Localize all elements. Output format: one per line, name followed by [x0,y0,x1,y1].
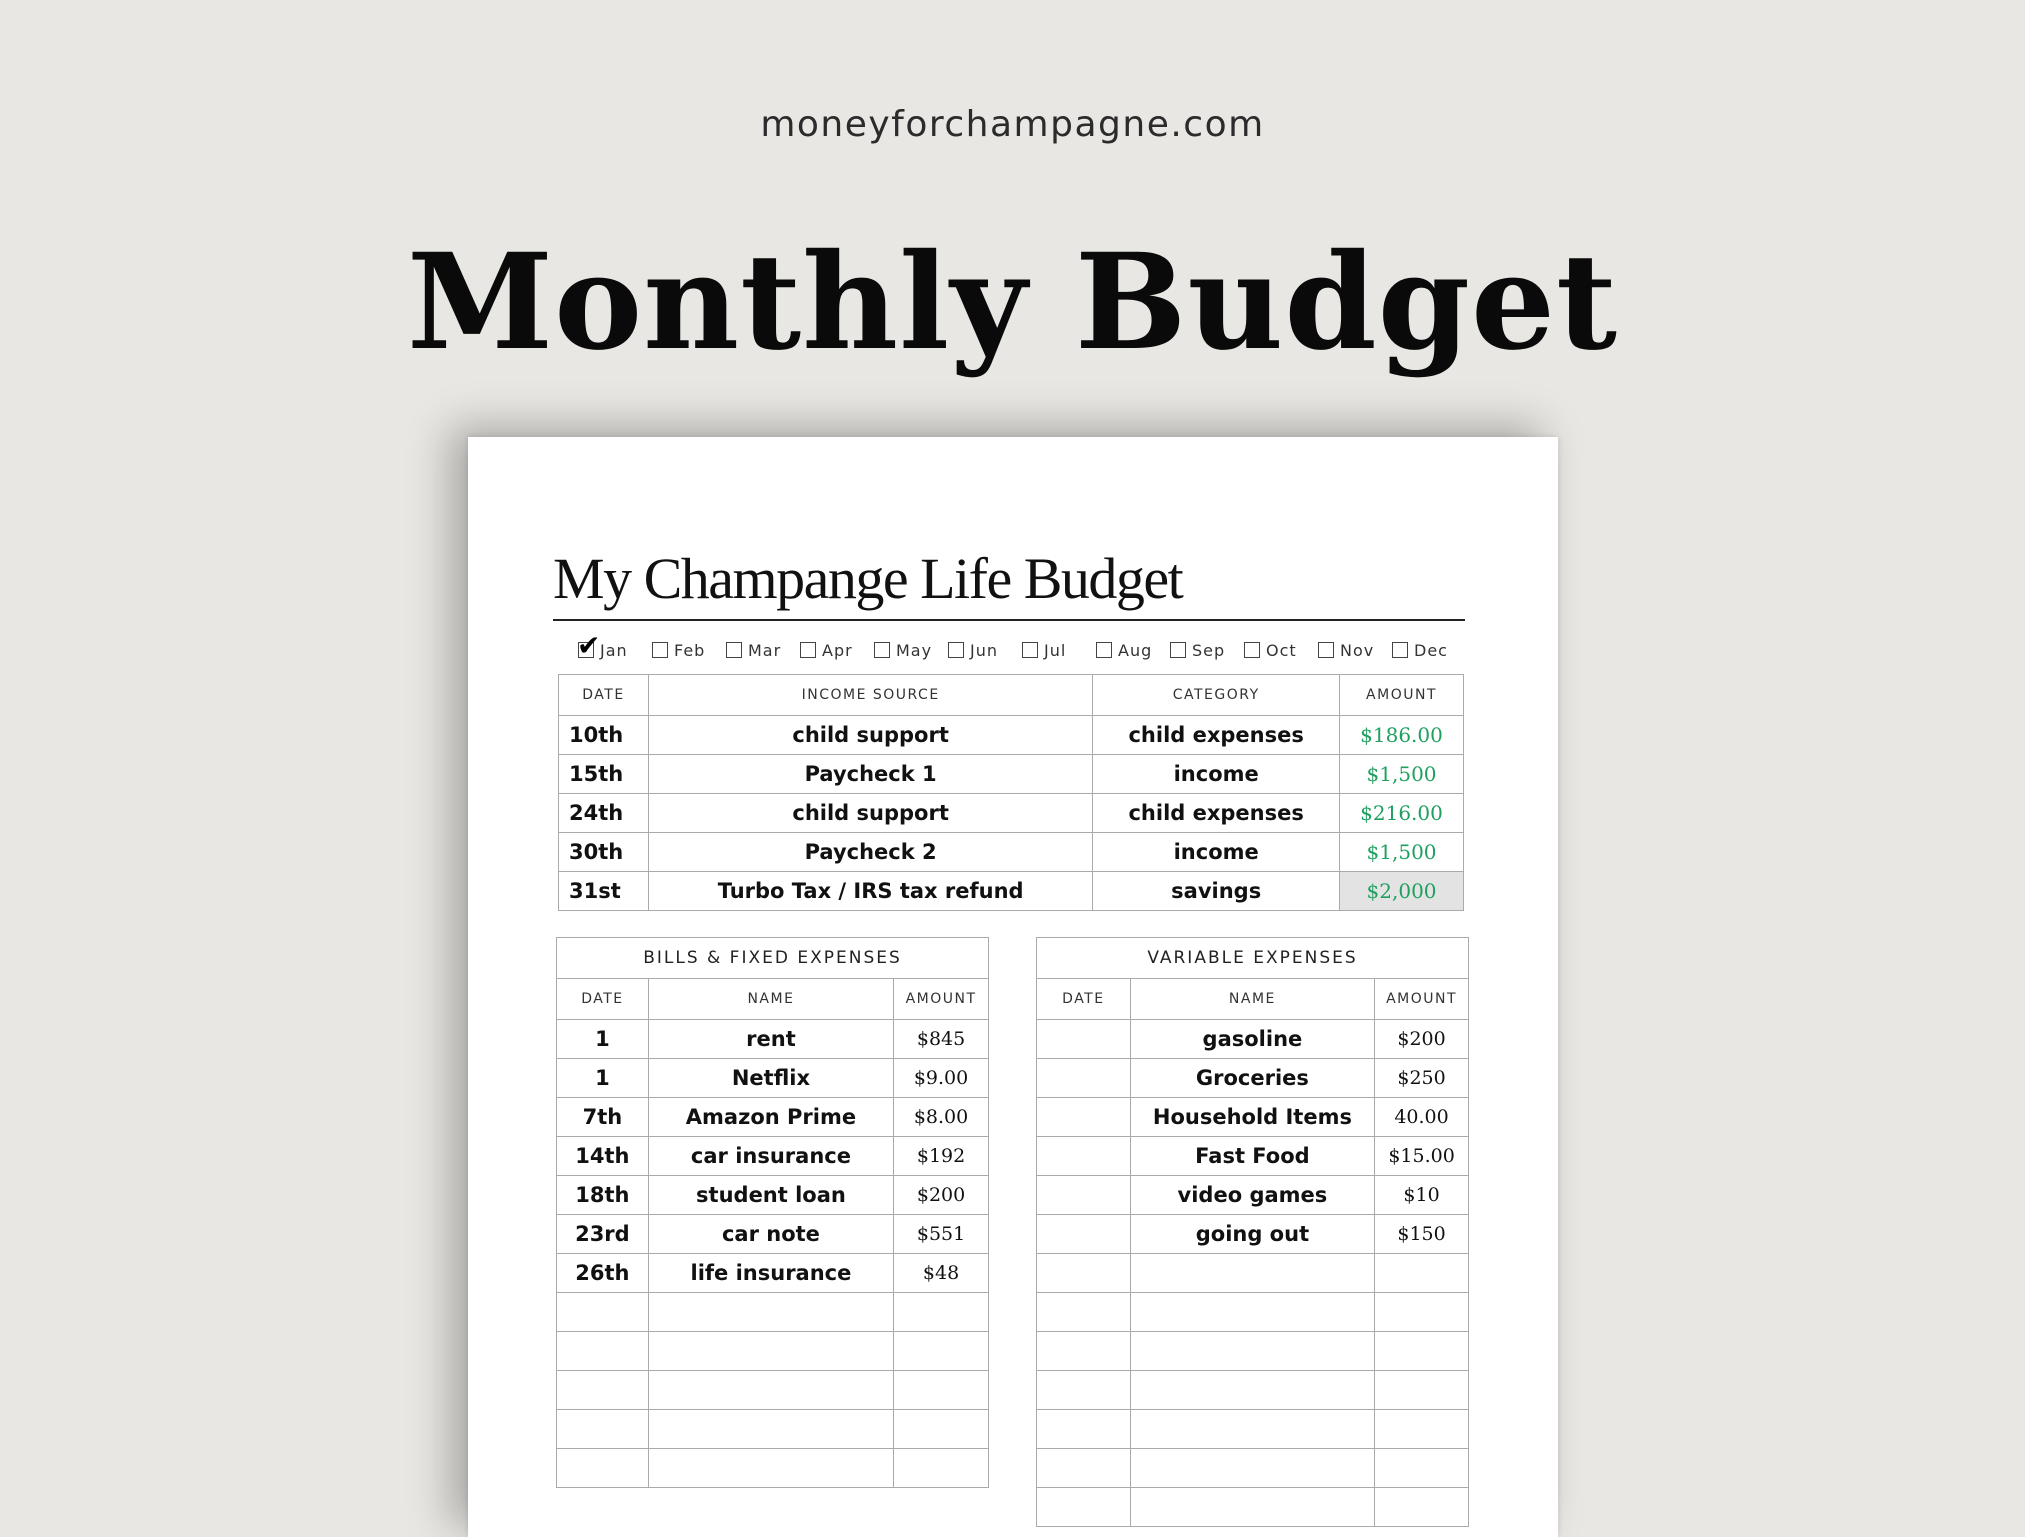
month-option-dec[interactable] [1392,635,1466,665]
month-option-mar[interactable] [726,635,800,665]
amount-cell [894,1371,989,1410]
date-cell [1037,1098,1131,1137]
month-option-oct[interactable] [1244,635,1318,665]
month-label: Aug [1118,640,1153,660]
date-cell [1037,1254,1131,1293]
date-cell: 18th [557,1176,649,1215]
income-source-cell: Paycheck 1 [648,755,1092,794]
date-cell: 31st [559,872,649,911]
headline: Monthly Budget [407,225,1618,380]
column-header: INCOME SOURCE [648,675,1092,716]
name-cell: Household Items [1130,1098,1374,1137]
amount-cell: $150 [1375,1215,1469,1254]
name-cell [648,1332,893,1371]
checkbox[interactable] [726,642,742,658]
amount-cell: $551 [894,1215,989,1254]
column-header: AMOUNT [1340,675,1464,716]
column-header: DATE [1037,979,1131,1020]
name-cell [1130,1449,1374,1488]
month-option-apr[interactable] [800,635,874,665]
table-row [557,1449,989,1488]
name-cell: Fast Food [1130,1137,1374,1176]
name-cell: Groceries [1130,1059,1374,1098]
table-row [557,1020,989,1059]
table-row [557,1371,989,1410]
column-header: DATE [557,979,649,1020]
column-header: NAME [1130,979,1374,1020]
table-row [1037,1332,1469,1371]
table-row [557,1137,989,1176]
name-cell: gasoline [1130,1020,1374,1059]
amount-cell: $200 [1375,1020,1469,1059]
table-row [1037,1410,1469,1449]
checkbox[interactable] [577,629,602,662]
date-cell [557,1410,649,1449]
table-row [557,1215,989,1254]
checkbox[interactable] [1096,642,1112,658]
month-label: May [896,640,933,660]
table-row [557,1059,989,1098]
category-cell: income [1093,833,1340,872]
month-label: Jun [970,640,998,660]
table-row [1037,1449,1469,1488]
month-checklist [577,629,1478,665]
income-source-cell: child support [648,794,1092,833]
income-source-cell: child support [648,716,1092,755]
date-cell [557,1332,649,1371]
table-row [557,1332,989,1371]
amount-cell: $216.00 [1340,794,1464,833]
income-source-cell: Paycheck 2 [648,833,1092,872]
date-cell [1037,1410,1131,1449]
month-label: Feb [674,640,706,660]
date-cell [1037,1332,1131,1371]
name-cell: Amazon Prime [648,1098,893,1137]
column-header: DATE [559,675,649,716]
name-cell [648,1293,893,1332]
category-cell: savings [1093,872,1340,911]
amount-cell [894,1410,989,1449]
name-cell: life insurance [648,1254,893,1293]
date-cell: 1 [557,1020,649,1059]
month-label: Sep [1192,640,1226,660]
date-cell [1037,1215,1131,1254]
date-cell [1037,1059,1131,1098]
name-cell [1130,1293,1374,1332]
table-row [1037,1020,1469,1059]
month-option-feb[interactable] [652,635,726,665]
month-option-jan[interactable] [577,629,652,665]
checkbox[interactable] [1022,642,1038,658]
date-cell [1037,1488,1131,1527]
table-row [1037,1254,1469,1293]
name-cell [1130,1410,1374,1449]
table-row [557,1176,989,1215]
amount-cell: $15.00 [1375,1137,1469,1176]
bills-title: BILLS & FIXED EXPENSES [557,938,989,979]
budget-sheet [468,437,1558,1537]
income-source-cell: Turbo Tax / IRS tax refund [648,872,1092,911]
month-option-aug[interactable] [1096,635,1170,665]
date-cell [1037,1176,1131,1215]
table-row [1037,1293,1469,1332]
amount-cell [1375,1449,1469,1488]
amount-cell [1375,1371,1469,1410]
amount-cell [1375,1254,1469,1293]
date-cell: 24th [559,794,649,833]
column-header: CATEGORY [1093,675,1340,716]
table-row [1037,1176,1469,1215]
table-row [1037,1488,1469,1527]
table-row [559,755,1464,794]
name-cell: student loan [648,1176,893,1215]
name-cell: video games [1130,1176,1374,1215]
month-label: Jan [600,640,628,660]
column-header: AMOUNT [894,979,989,1020]
amount-cell [1375,1293,1469,1332]
amount-cell: $186.00 [1340,716,1464,755]
date-cell [557,1371,649,1410]
checkbox[interactable] [948,642,964,658]
amount-cell: $9.00 [894,1059,989,1098]
column-header: NAME [648,979,893,1020]
date-cell: 7th [557,1098,649,1137]
date-cell: 23rd [557,1215,649,1254]
table-row [1037,1371,1469,1410]
date-cell: 1 [557,1059,649,1098]
month-label: Jul [1044,640,1067,660]
name-cell [1130,1488,1374,1527]
name-cell [648,1449,893,1488]
amount-cell: $10 [1375,1176,1469,1215]
date-cell: 10th [559,716,649,755]
amount-cell: $250 [1375,1059,1469,1098]
amount-cell: $2,000 [1340,872,1464,911]
site-url: moneyforchampagne.com [760,104,1265,145]
amount-cell [894,1449,989,1488]
date-cell: 14th [557,1137,649,1176]
bills-table [556,937,989,1488]
month-option-may[interactable] [874,635,948,665]
amount-cell: $48 [894,1254,989,1293]
table-row [1037,1215,1469,1254]
column-header: AMOUNT [1375,979,1469,1020]
checkbox[interactable] [652,642,668,658]
date-cell [1037,1020,1131,1059]
title-rule [553,619,1465,621]
table-row [557,1410,989,1449]
amount-cell [894,1293,989,1332]
amount-cell [1375,1488,1469,1527]
name-cell: rent [648,1020,893,1059]
amount-cell: $845 [894,1020,989,1059]
table-row [557,1254,989,1293]
checkbox[interactable] [1318,642,1334,658]
amount-cell: $1,500 [1340,755,1464,794]
name-cell: going out [1130,1215,1374,1254]
table-row [1037,1098,1469,1137]
name-cell: Netflix [648,1059,893,1098]
category-cell: income [1093,755,1340,794]
amount-cell: $192 [894,1137,989,1176]
name-cell [1130,1254,1374,1293]
date-cell [1037,1293,1131,1332]
checkbox[interactable] [1244,642,1260,658]
date-cell [1037,1449,1131,1488]
table-row [559,833,1464,872]
category-cell: child expenses [1093,716,1340,755]
date-cell [1037,1137,1131,1176]
date-cell: 26th [557,1254,649,1293]
month-option-nov[interactable] [1318,635,1392,665]
table-row [1037,1137,1469,1176]
table-row [559,716,1464,755]
income-table [558,674,1464,911]
checkbox[interactable] [1170,642,1186,658]
amount-cell [1375,1410,1469,1449]
date-cell: 30th [559,833,649,872]
month-label: Apr [822,640,853,660]
name-cell: car note [648,1215,893,1254]
name-cell [648,1371,893,1410]
date-cell: 15th [559,755,649,794]
category-cell: child expenses [1093,794,1340,833]
table-row [1037,1059,1469,1098]
name-cell [1130,1371,1374,1410]
amount-cell [894,1332,989,1371]
checkmark-icon: ✔ [577,629,602,662]
name-cell [1130,1332,1374,1371]
month-option-sep[interactable] [1170,635,1244,665]
checkbox[interactable] [1392,642,1408,658]
month-label: Mar [748,640,782,660]
date-cell [557,1293,649,1332]
table-row [557,1293,989,1332]
table-row [559,872,1464,911]
month-label: Oct [1266,640,1297,660]
table-row [559,794,1464,833]
checkbox[interactable] [800,642,816,658]
amount-cell [1375,1332,1469,1371]
month-label: Nov [1340,640,1375,660]
amount-cell: $1,500 [1340,833,1464,872]
variable-table [1036,937,1469,1527]
amount-cell: $200 [894,1176,989,1215]
month-option-jul[interactable] [1022,635,1096,665]
name-cell [648,1410,893,1449]
amount-cell: 40.00 [1375,1098,1469,1137]
checkbox[interactable] [874,642,890,658]
month-option-jun[interactable] [948,635,1022,665]
date-cell [557,1449,649,1488]
name-cell: car insurance [648,1137,893,1176]
date-cell [1037,1371,1131,1410]
month-label: Dec [1414,640,1448,660]
amount-cell: $8.00 [894,1098,989,1137]
variable-title: VARIABLE EXPENSES [1037,938,1469,979]
document-title: My Champange Life Budget [553,546,1183,611]
table-row [557,1098,989,1137]
